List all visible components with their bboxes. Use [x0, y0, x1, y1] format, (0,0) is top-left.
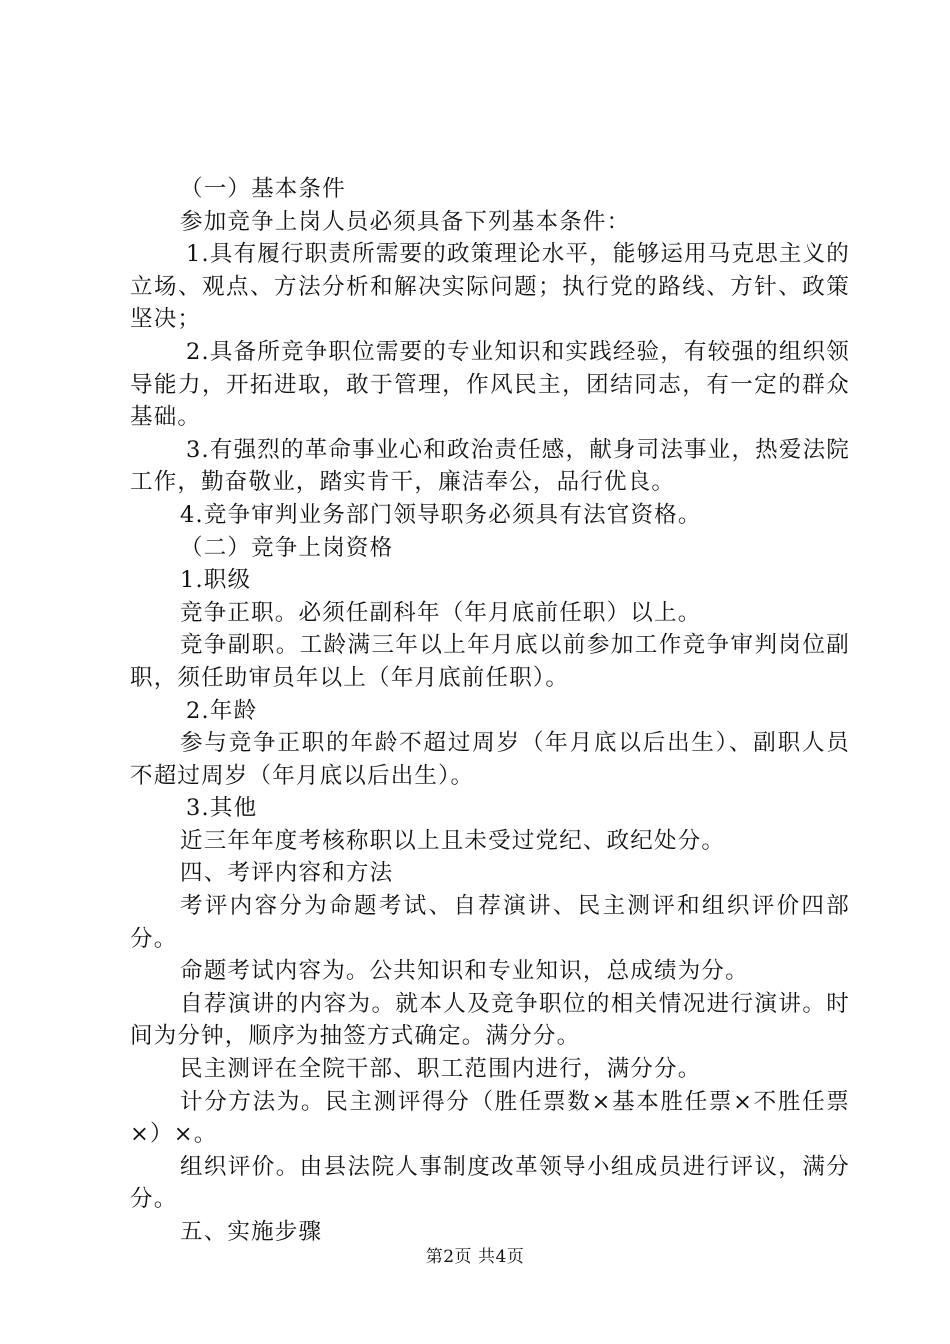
paragraph: 竞争正职。必须任副科年（年月底前任职）以上。 — [180, 599, 702, 626]
paragraph: 计分方法为。民主测评得分（胜任票数×基本胜任票×不胜任票×）×。 — [130, 1088, 850, 1148]
paragraph: 民主测评在全院干部、职工范围内进行，满分分。 — [180, 1056, 702, 1083]
section-heading: 四、考评内容和方法 — [180, 860, 394, 887]
paragraph: 命题考试内容为。公共知识和专业知识，总成绩为分。 — [180, 958, 749, 985]
section-heading: 五、实施步骤 — [180, 1219, 323, 1245]
paragraph: 4.竞争审判业务部门领导职务必须具有法官资格。 — [180, 501, 702, 528]
paragraph: 参与竞争正职的年龄不超过周岁（年月底以后出生）、副职人员不超过周岁（年月底以后出生）。 — [130, 730, 850, 789]
paragraph: 自荐演讲的内容为。就本人及竞争职位的相关情况进行演讲。时间为分钟，顺序为抽签方式确定。满分分。 — [130, 990, 850, 1050]
page-footer: 第2页 共4页 — [425, 1247, 525, 1267]
paragraph: 近三年年度考核称职以上且未受过党纪、政纪处分。 — [180, 827, 726, 854]
paragraph: 3.其他 — [186, 795, 258, 822]
paragraph: 2.具备所竞争职位需要的专业知识和实践经验，有较强的组织领导能力，开拓进取，敢于管理，作风民主，团结同志，有一定的群众基础。 — [130, 338, 850, 431]
paragraph: 3.有强烈的革命事业心和政治责任感，献身司法事业，热爱法院工作，勤奋敬业，踏实肯干，廉洁奉公，品行优良。 — [130, 436, 850, 496]
paragraph: 1.职级 — [180, 567, 252, 594]
paragraph: 参加竞争上岗人员必须具备下列基本条件： — [180, 208, 631, 235]
paragraph: 考评内容分为命题考试、自荐演讲、民主测评和组织评价四部分。 — [130, 893, 850, 952]
document-body — [130, 173, 850, 1249]
paragraph: （一）基本条件 — [180, 176, 346, 202]
paragraph: 竞争副职。工龄满三年以上年月底以前参加工作竞争审判岗位副职，须任助审员年以上（年月底前任职）。 — [130, 632, 850, 691]
section-heading: （二）竞争上岗资格 — [180, 534, 394, 561]
paragraph: 1.具有履行职责所需要的政策理论水平，能够运用马克思主义的立场、观点、方法分析和解决实际问题；执行党的路线、方针、政策坚决； — [130, 241, 850, 333]
paragraph: 2.年龄 — [186, 697, 258, 724]
paragraph: 组织评价。由县法院人事制度改革领导小组成员进行评议，满分分。 — [130, 1153, 850, 1213]
